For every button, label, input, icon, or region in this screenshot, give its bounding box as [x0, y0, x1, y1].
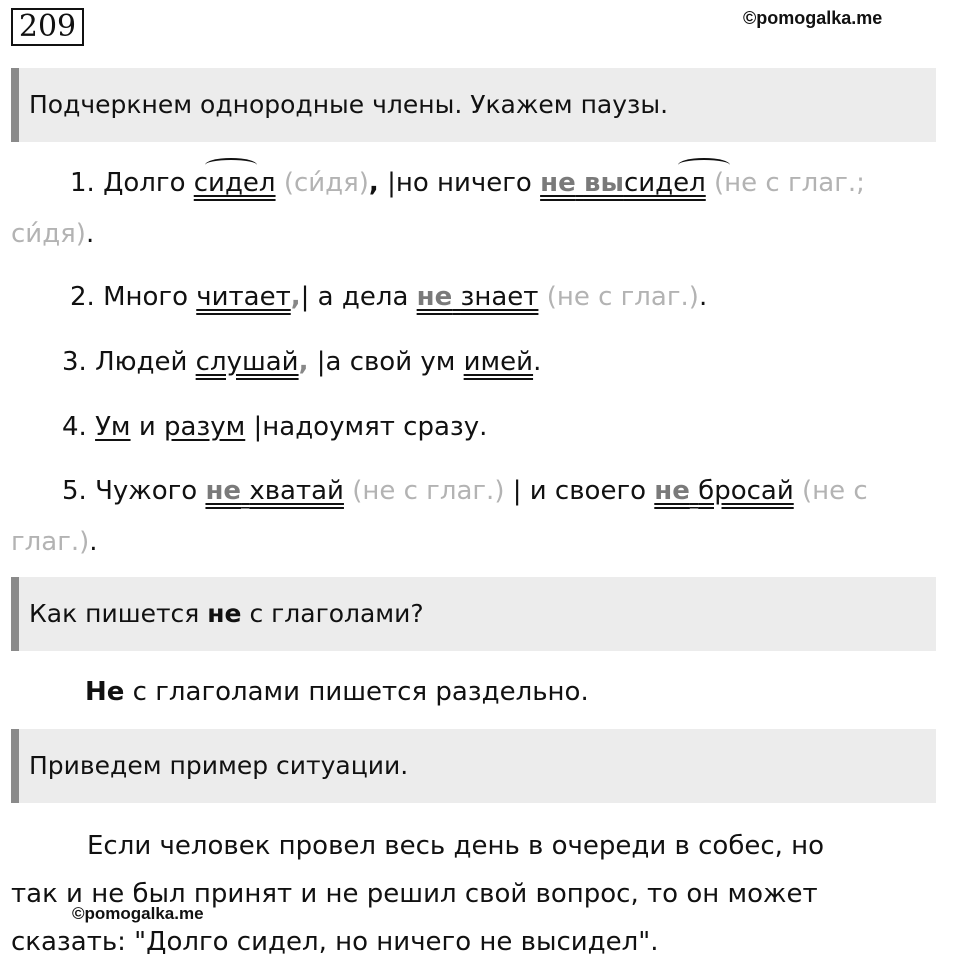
pause-text: | а дела: [300, 282, 409, 312]
pause-text: |но ничего: [387, 168, 532, 198]
gray-note: (си́дя): [283, 168, 369, 198]
item-number: 4.: [62, 412, 87, 442]
sentence-3: [62, 346, 541, 378]
predicate: бросай: [698, 476, 794, 506]
pause-text: |а свой ум: [316, 347, 456, 377]
ne-particle: не: [205, 476, 242, 506]
question-pre: Как пишется: [29, 599, 200, 628]
predicate: хватай: [249, 476, 344, 506]
gray-note: (не с: [802, 476, 868, 506]
comma: ,: [290, 282, 301, 312]
gray-note: (не с глаг.;: [714, 168, 865, 198]
predicate: читает: [196, 282, 291, 312]
sentence-1: [70, 167, 865, 199]
item-number: 1.: [70, 168, 95, 198]
answer-bold: Не: [85, 677, 125, 707]
watermark: ©pomogalka.me: [72, 904, 204, 923]
predicate: слушай: [195, 347, 299, 377]
sentence-1-cont: [11, 218, 94, 250]
gray-note: си́дя): [11, 219, 86, 249]
period: .: [698, 282, 708, 312]
word: Много: [103, 282, 188, 312]
period: .: [533, 347, 542, 377]
word: Людей: [95, 347, 188, 377]
instruction-text: Подчеркнем однородные члены. Укажем паузы.: [29, 90, 669, 119]
gray-note: (не с глаг.): [546, 282, 699, 312]
sentence-2: [70, 281, 707, 313]
predicate: сидел: [193, 168, 276, 198]
prefix: вы: [583, 168, 624, 198]
item-number: 3.: [62, 347, 87, 377]
story-line-3: сказать: "Долго сидел, но ничего не высидел".: [11, 927, 659, 957]
conjunction: и: [138, 412, 156, 442]
predicate: знает: [460, 282, 539, 312]
ne-particle: не: [416, 282, 453, 312]
instruction-band: [11, 68, 936, 142]
item-number: 5.: [62, 476, 87, 506]
story-line-2: так и не был принят и не решил свой вопрос, то он может: [11, 879, 818, 909]
period: .: [85, 219, 95, 249]
watermark: ©pomogalka.me: [743, 8, 883, 28]
example-heading: Приведем пример ситуации.: [29, 751, 409, 780]
ne-particle: не: [540, 168, 576, 198]
gray-note: (не с глаг.): [352, 476, 505, 506]
pause-text: | и своего: [512, 476, 647, 506]
sentence-4: [62, 411, 487, 443]
sentence-5: [62, 475, 868, 507]
question-bold: не: [207, 599, 242, 628]
answer-line: [85, 676, 589, 708]
item-number: 2.: [70, 282, 95, 312]
word: Долго: [103, 168, 186, 198]
gray-note: глаг.): [11, 527, 90, 557]
comma: ,: [368, 168, 379, 198]
subject: разум: [163, 412, 246, 442]
example-band: [11, 729, 936, 803]
story-line-1: Если человек провел весь день в очереди в собес, но: [87, 831, 825, 861]
predicate: имей: [463, 347, 534, 377]
exercise-number: 209: [11, 8, 84, 46]
predicate: сидел: [623, 168, 706, 198]
question-band: [11, 577, 936, 651]
sentence-5-cont: [11, 526, 98, 558]
answer-text: с глаголами пишется раздельно.: [132, 677, 589, 707]
comma: ,: [298, 347, 309, 377]
pause-text: |надоумят сразу.: [253, 412, 488, 442]
word: Чужого: [95, 476, 198, 506]
ne-particle: не: [654, 476, 690, 506]
subject: Ум: [95, 412, 131, 442]
period: .: [89, 527, 98, 557]
question-post: с глаголами?: [249, 599, 424, 628]
